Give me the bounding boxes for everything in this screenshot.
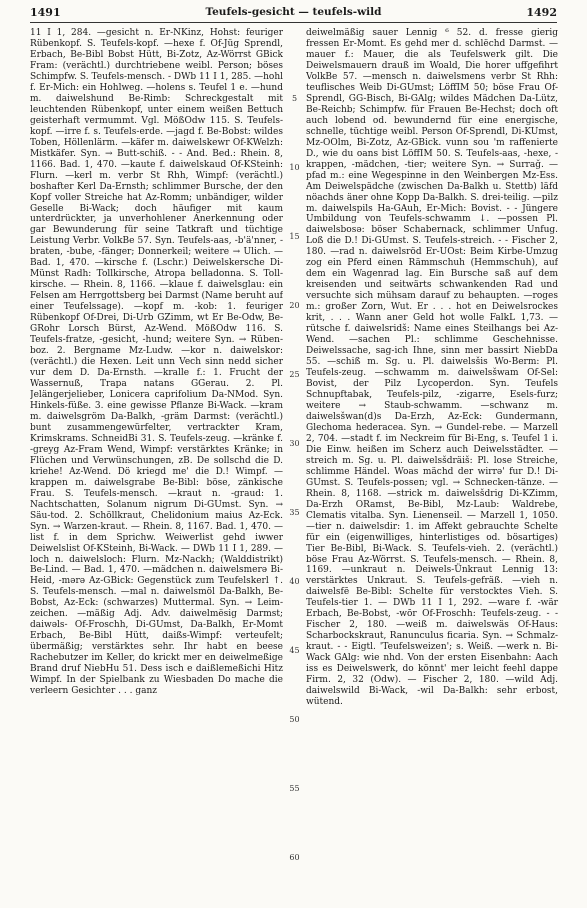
line-number: 45	[289, 646, 300, 655]
line-number: 20	[289, 301, 300, 310]
left-column-text: 11 I 1, 284. —gesicht n. Er-NKinz, Hohst: feuriger Rübenkopf. S. Teufels-kopf. —hexe f. Of-Jüg Sprendl, Erbach, Be-Bibl Bobst Hütt, Bi-Zotz, Az-Wörrst GBick Fram: (verächtl.) durchtriebene weibl. Person; böses Schimpfw. S. Teufels-mensch. - DWb 11 I 1, 285. —hohl f. Er-Mich: ein Hohlweg. —holens s. Teufel 1 e. —hund m. daiwelshund Be-Rimb: Schreckgestalt mit leuchtenden Rübenkopf, unter einem weißen Bettuch geisterhaft vermummt. Vgl. MößOdw 115. S. Teufels-kopf. —irre f. s. Teufels-erde. —jagd f. Be-Bobst: wildes Toben, Höllenlärm. —käfer m. daiwelskewr Of-KWelzh: Mistkäfer. Syn. → Butt-schiß. - - And. Bed.: Rhein. 8, 1166. Bad. 1, 470. —kaute f. daiwelskaud Of-KSteinh: Flurn. —kerl m. verbr St Rhh, Wimpf: (verächtl.) boshafter Kerl Da-Ernsth; schlimmer Bursche, der den Kopf voller Streiche hat Az-Romm; unbändiger, wilder Geselle Bi-Wack; doch häufiger mit kaum unterdrückter, ja unverhohlener Anerkennung oder gar Bewunderung für seine Tatkraft und tüchtige Leistung Verbr. VolkBe 57. Syn. Teufels-aas, -b'ä'nner, -braten, -bube, -fänger; Donnerkeil; weitere → Ulich. — Bad. 1, 470. —kirsche f. (Lschr.) Deiwelskersche Di-Münst Radh: Tollkirsche, Atropa belladonna. S. Toll-kirsche. — Rhein. 8, 1166. —klaue f. daiwelsglau: ein Felsen am Herrgottsberg bei Darmst (Name beruht auf einer Teufelssage). —kopf m. -kob: 1. feuriger Rübenkopf Of-Drei, Di-Urb GZimm, wt Er Be-Odw, Be-GRohr Lorsch Bürst, Az-Wend. MößOdw 116. S. Teufels-fratze, -gesicht, -hund; weitere Syn. → Rüben-boz. 2. Bergname Mz-Ludw. —kor n. daiwelskor: (verächtl.) die Hexen. Leit unn Vech sinn nedd sicher vur dem D. Da-Ernsth. —kralle f.: 1. Frucht der Wassernuß, Trapa natans GGerau. 2. Pl. Jelängerjelieber, Lonicera caprifolium Da-NMod. Syn. Hinkels-füße. 3. eine gewisse Pflanze Bi-Wack. —kram m. daiwelsgröm Da-Balkh, -gräm Darmst: (verächtl.) bunt zusammengewürfelter, vertrackter Kram, Krimskrams. SchneidBi 31. S. Teufels-zeug. —kränke f. -greyg Az-Fram Wend, Wimpf: verstärktes Kränke; in Flüchen und Verwünschungen, zB. De sollschd die D. kriehe! Az-Wend. Dö kriegd me' die D.! Wimpf. —krappen m. daiwelsgrabe Be-Bibl: böse, zänkische Frau. S. Teufels-mensch. —kraut n. -graud: 1. Nachtschatten, Solanum nigrum Di-GUmst. Syn. → Säu-tod. 2. Schöllkraut, Chelidonium maius Az-Eck. Syn. → Warzen-kraut. — Rhein. 8, 1167. Bad. 1, 470. —list f. in dem Sprichw. Weiwerlist gehd iwwer Deiwelslist Of-KSteinh, Bi-Wack. — DWb 11 I 1, 289. —loch n. daiwelsloch: Flurn. Mz-Nackh; (Walddistrikt) Be-Lind. — Bad. 1, 470. —mädchen n. daiwelsmerə Bi-Heid, -mərə Az-GBick: Gegenstück zum Teufelskerl ↑. S. Teufels-mensch. —mal n. daiwelsmöl Da-Balkh, Be-Bobst, Az-Eck: (schwarzes) Muttermal. Syn. → Leim-zeichen. —mäßig Adj. Adv. daiwelmësig Darmst; daiwəls- Of-Froschh, Di-GUmst, Da-Balkh, Er-Momt Erbach, Be-Bibl Hütt, daißs-Wimpf: verteufelt; übermäßig; verstärktes sehr. Ihr habt en beese Rachebutzer im Keller, do krickt mer en deiwelmeßige Brand druf NiebHu 51. Dess isch e daißlemeßichi Hitz Wimpf. In der Spielbank zu Wiesbaden Do mache die verleern Gesichter . . . ganz	[30, 28, 283, 697]
right-column-text: deiwelmäßig sauer Lennig ⁶ 52. d. fresse gierig fressen Er-Momt. Es gehd mer d. schlëchd Darmst. —mauer f.: Mauer, die als Teufelswerk gilt. Die Deiwelsmauern drauß im Woald, Die horer uffgefihrt VolkBe 57. —mensch n. daiwelsmens verbr St Rhh: teuflisches Weib Di-GUmst; LöffIM 50; böse Frau Of-Sprendl, GG-Bisch, Bi-GAlg; wildes Mädchen Da-Lütz, Be-Reichb; Schimpfw. für Frauen Be-Hechst; doch oft auch lobend od. bewundernd für eine energische, schnelle, tüchtige weibl. Person Of-Sprendl, Di-KUmst, Mz-OOlm, Bi-Zotz, Az-GBick. vunn sou 'm raffenierte D., wie du oans bist LöffIM 50. S. Teufels-aas, -hexe, -krappen, -mädchen, -tier; weitere Syn. → Surrağ. —pfad m.: eine Wegespinne in den Weinbergen Mz-Ess. Am Deiwelspädche (zwischen Da-Balkh u. Stettb) läfd nöachds äner ohne Kopp Da-Balkh. S. drei-teilig. —pilz m. daiwelspils Ha-GAuh, Er-Mich: Bovist. - - Jüngere Umbildung von Teufels-schwamm ↓. —possen Pl. daiwelsbosə: böser Schabernack, schlimmer Unfug. Loß die D.! Di-GUmst. S. Teufels-streich. - - Fischer 2, 180. —rad n. daiwelsröd Er-UOst: Beim Kirbe-Umzug zog ein Pferd einen Rämmschuh (Hemmschuh), auf dem ein Wagenrad lag. Ein Bursche saß auf dem kreisenden und seitwärts schwankenden Rad und versuchte sich mühsam darauf zu behaupten. —roges m.: großer Zorn, Wut. Er . . . hot en Deiwelsrockes krit, . . . Wann aner Geld hot wolle FalkL 1,73. —rütsche f. daiwelsridš: Name eines Steilhangs bei Az-Wend. —sachen Pl.: schlimme Geschehnisse. Deiwelssache, sag-ich Ihne, sinn mer bassirt NiebDa 55. —schiß m. Sg. u. Pl. daiwelsšis Wo-Berm: Pl. Teufels-zeug. —schwamm m. daiwelsšwam Of-Sel: Bovist, der Pilz Lycoperdon. Syn. Teufels Schnupftabak, Teufels-pilz, -zigarre, Esels-furz; weitere → Staub-schwamm. —schwanz m. daiwelsšwan(d)s Da-Erzh, Az-Eck: Gundermann, Glechoma hederacea. Syn. → Gundel-rebe. — Marzell 2, 704. —stadt f. im Neckreim für Bi-Eng, s. Teufel 1 i. Die Einw. heißen im Scherz auch Deiwelsstädter. —streich m. Sg. u. Pl. daiwelsšdräiš: Pl. lose Streiche, schlimme Händel. Woas mächd der wirrə' fur D.! Di-GUmst. S. Teufels-possen; vgl. → Schnecken-tänze. — Rhein. 8, 1168. —strick m. daiwelsšdrig Di-KZimm, Da-Erzh ORamst, Be-Bibl, Mz-Laub: Waldrebe, Clematis vitalba. Syn. Lienenseil. — Marzell 1, 1050. —tier n. daiwelsdir: 1. im Affekt gebrauchte Schelte für ein (eigenwilliges, hinterlistiges od. bösartiges) Tier Be-Bibl, Bi-Wack. S. Teufels-vieh. 2. (verächtl.) böse Frau Az-Wörrst. S. Teufels-mensch. — Rhein. 8, 1169. —unkraut n. Deiwels-Ünkraut Lennig 13: verstärktes Unkraut. S. Teufels-gefräß. —vieh n. daiwelsfē Be-Bibl: Schelte für verstocktes Vieh. S. Teufels-tier 1. — DWb 11 I 1, 292. —ware f. -wär Erbach, Be-Bobst, -wōr Of-Froschh: Teufels-zeug. - - Fischer 2, 180. —weiß m. daiwelswäs Of-Haus: Scharbockskraut, Ranunculus ficaria. Syn. → Schmalz-kraut. - - Eigtl. 'Teufelsweizen'; s. Weiß. —werk n. Bi-Wack GAlg: wie nhd. Von der ersten Eisenbahn: Aach iss es Deiwelswerk, do könnt' mer leicht feehl dappe Firm. 2, 32 (Odw). — Fischer 2, 180. —wild Adj. daiwelswild Bi-Wack, -wil Da-Balkh: sehr erbost, wütend.	[306, 28, 558, 708]
page-number-left: 1491	[30, 6, 61, 19]
line-number: 35	[289, 508, 300, 517]
left-column	[30, 28, 283, 900]
running-title: Teufels-gesicht — teufels-wild	[205, 6, 382, 18]
line-number: 30	[289, 439, 300, 448]
right-column	[306, 28, 558, 900]
header-rule	[30, 22, 557, 23]
line-number: 60	[289, 853, 300, 862]
line-number: 15	[289, 232, 300, 241]
line-number: 5	[291, 94, 298, 103]
line-number: 40	[289, 577, 300, 586]
line-number-gutter	[283, 28, 306, 900]
line-number: 50	[289, 715, 300, 724]
line-number: 10	[289, 163, 300, 172]
line-number: 55	[289, 784, 300, 793]
line-number: 25	[289, 370, 300, 379]
page-number-right: 1492	[526, 6, 557, 19]
